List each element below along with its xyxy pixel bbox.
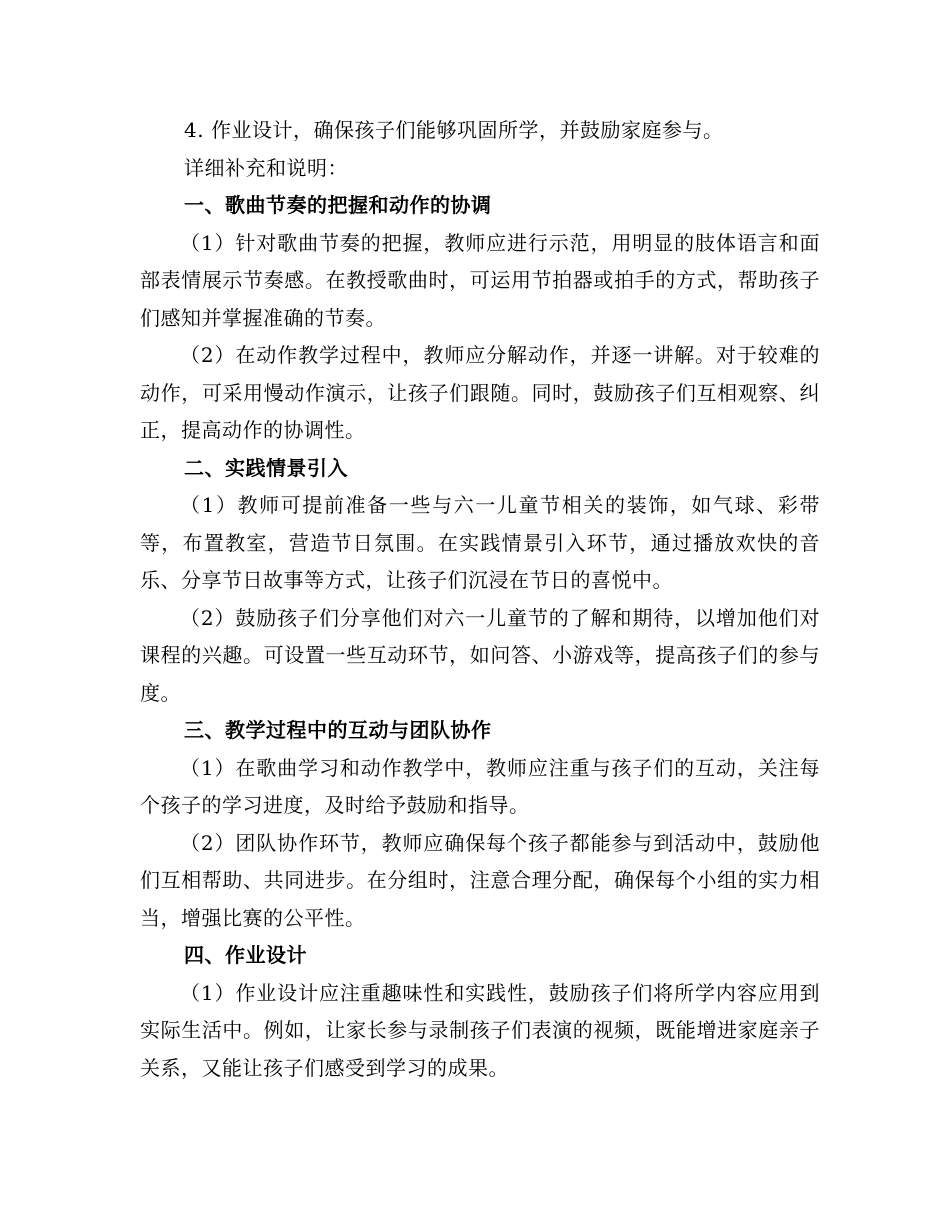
intro-line: 4. 作业设计，确保孩子们能够巩固所学，并鼓励家庭参与。 bbox=[184, 118, 724, 142]
supplement-label: 详细补充和说明： bbox=[184, 155, 348, 180]
section-heading-4: 四、作业设计 bbox=[184, 943, 307, 967]
section-heading-3: 三、教学过程中的互动与团队协作 bbox=[184, 718, 492, 742]
section-heading-2: 二、实践情景引入 bbox=[184, 455, 348, 480]
section-1-item-2: （2）在动作教学过程中，教师应分解动作，并逐一讲解。对于较难的动作，可采用慢动作演示，让孩子们跟随。同时，鼓励孩子们互相观察、纠正，提高动作的协调性。 bbox=[140, 343, 820, 442]
section-3-item-2: （2）团队协作环节，教师应确保每个孩子都能参与到活动中，鼓励他们互相帮助、共同进步。在分组时，注意合理分配，确保每个小组的实力相当，增强比赛的公平性。 bbox=[140, 830, 820, 930]
section-3-item-1: （1）在歌曲学习和动作教学中，教师应注重与孩子们的互动，关注每个孩子的学习进度，及时给予鼓励和指导。 bbox=[140, 755, 820, 817]
section-4-item-1: （1）作业设计应注重趣味性和实践性，鼓励孩子们将所学内容应用到实际生活中。例如，让家长参与录制孩子们表演的视频，既能增进家庭亲子关系，又能让孩子们感受到学习的成果。 bbox=[140, 980, 820, 1080]
section-heading-1: 一、歌曲节奏的把握和动作的协调 bbox=[184, 193, 492, 217]
document-body bbox=[140, 112, 820, 1087]
section-2-item-1: （1）教师可提前准备一些与六一儿童节相关的装饰，如气球、彩带等，布置教室，营造节日氛围。在实践情景引入环节，通过播放欢快的音乐、分享节日故事等方式，让孩子们沉浸在节日的喜悦中。 bbox=[140, 493, 820, 592]
section-1-item-1: （1）针对歌曲节奏的把握，教师应进行示范，用明显的肢体语言和面部表情展示节奏感。在教授歌曲时，可运用节拍器或拍手的方式，帮助孩子们感知并掌握准确的节奏。 bbox=[140, 230, 820, 330]
section-2-item-2: （2）鼓励孩子们分享他们对六一儿童节的了解和期待，以增加他们对课程的兴趣。可设置一些互动环节，如问答、小游戏等，提高孩子们的参与度。 bbox=[140, 605, 820, 705]
